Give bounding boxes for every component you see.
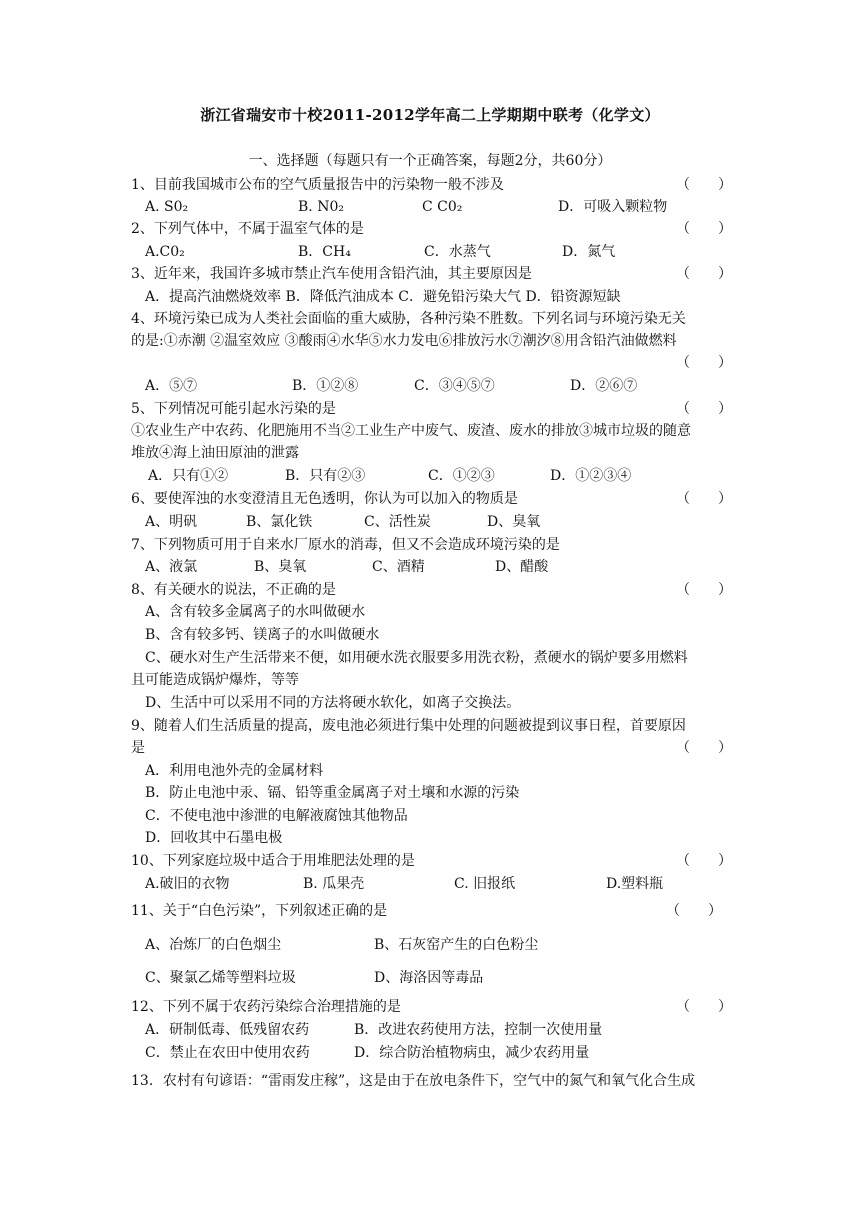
question-4-stem-line1: 4、环境污染已成为人类社会面临的重大威胁，各种污染不胜数。下列名词与环境污染无关 bbox=[131, 311, 686, 327]
q6-option-d: D、臭氧 bbox=[487, 514, 541, 530]
answer-bracket-8: （ ） bbox=[676, 582, 732, 598]
q5-option-d: D．①②③④ bbox=[550, 468, 632, 484]
q2-option-a: A.C0₂ bbox=[145, 244, 185, 260]
q4-option-c: C．③④⑤⑦ bbox=[414, 378, 495, 394]
q6-option-b: B、氯化铁 bbox=[246, 514, 313, 530]
question-4-stem-line2: 的是:①赤潮 ②温室效应 ③酸雨④水华⑤水力发电⑥排放污水⑦潮汐⑧用含铅汽油做燃料 bbox=[131, 333, 677, 349]
q4-option-b: B．①②⑧ bbox=[292, 378, 359, 394]
answer-bracket-11: （ ） bbox=[666, 903, 722, 919]
question-9-stem-line2: 是 bbox=[131, 740, 145, 756]
question-5-stem: 5、下列情况可能引起水污染的是 bbox=[131, 401, 336, 417]
question-5-stem-line2: ①农业生产中农药、化肥施用不当②工业生产中废气、废渣、废水的排放③城市垃圾的随意 bbox=[131, 423, 691, 439]
q12-option-b: B．改进农药使用方法，控制一次使用量 bbox=[354, 1022, 603, 1038]
answer-bracket-3: （ ） bbox=[676, 266, 732, 282]
q10-option-d: D.塑料瓶 bbox=[606, 876, 664, 892]
q4-option-a: A．⑤⑦ bbox=[145, 378, 198, 394]
q6-option-c: C、活性炭 bbox=[364, 514, 431, 530]
q8-option-a: A、含有较多金属离子的水叫做硬水 bbox=[145, 604, 366, 620]
answer-bracket-1: （ ） bbox=[676, 177, 732, 193]
q7-option-d: D、醋酸 bbox=[495, 559, 549, 575]
q1-option-a: A. S0₂ bbox=[145, 199, 189, 215]
section-heading: 一、选择题（每题只有一个正确答案，每题2分，共60分） bbox=[248, 153, 612, 169]
question-2-stem: 2、下列气体中，不属于温室气体的是 bbox=[131, 221, 364, 237]
question-8-stem: 8、有关硬水的说法，不正确的是 bbox=[131, 582, 336, 598]
q2-option-d: D．氮气 bbox=[562, 244, 616, 260]
q10-option-a: A.破旧的衣物 bbox=[145, 876, 230, 892]
q5-option-c: C．①②③ bbox=[428, 468, 495, 484]
q9-option-a: A．利用电池外壳的金属材料 bbox=[145, 763, 324, 779]
q1-option-c: C C0₂ bbox=[422, 199, 463, 215]
question-11-stem: 11、关于“白色污染”，下列叙述正确的是 bbox=[131, 903, 388, 919]
q7-option-a: A、液氯 bbox=[145, 559, 198, 575]
q11-option-b: B、石灰窑产生的白色粉尘 bbox=[374, 937, 539, 953]
question-5-stem-line3: 堆放④海上油田原油的泄露 bbox=[131, 445, 299, 461]
q12-option-a: A．研制低毒、低残留农药 bbox=[145, 1022, 310, 1038]
question-10-stem: 10、下列家庭垃圾中适合于用堆肥法处理的是 bbox=[131, 853, 415, 869]
q3-options: A．提高汽油燃烧效率 B．降低汽油成本 C．避免铅污染大气 D．铅资源短缺 bbox=[145, 289, 621, 305]
q10-option-b: B. 瓜果壳 bbox=[303, 876, 365, 892]
question-12-stem: 12、下列不属于农药污染综合治理措施的是 bbox=[131, 999, 401, 1015]
answer-bracket-10: （ ） bbox=[676, 853, 732, 869]
q8-option-b: B、含有较多钙、镁离子的水叫做硬水 bbox=[145, 627, 380, 643]
q8-option-d: D、生活中可以采用不同的方法将硬水软化，如离子交换法。 bbox=[145, 695, 521, 711]
q1-option-b: B. N0₂ bbox=[298, 199, 344, 215]
q12-option-c: C．禁止在农田中使用农药 bbox=[145, 1045, 310, 1061]
q9-option-b: B．防止电池中汞、镉、铅等重金属离子对土壤和水源的污染 bbox=[145, 785, 520, 801]
q6-option-a: A、明矾 bbox=[145, 514, 198, 530]
question-1-stem: 1、目前我国城市公布的空气质量报告中的污染物一般不涉及 bbox=[131, 177, 504, 193]
q2-option-b: B．CH₄ bbox=[298, 244, 351, 260]
answer-bracket-6: （ ） bbox=[676, 491, 732, 507]
q9-option-d: D．回收其中石墨电极 bbox=[145, 830, 283, 846]
q11-option-d: D、海洛因等毒品 bbox=[374, 970, 484, 986]
q8-option-c: C、硬水对生产生活带来不便，如用硬水洗衣服要多用洗衣粉，煮硬水的锅炉要多用燃料 bbox=[145, 650, 688, 666]
q10-option-c: C. 旧报纸 bbox=[454, 876, 516, 892]
q12-option-d: D．综合防治植物病虫，减少农药用量 bbox=[354, 1045, 590, 1061]
answer-bracket-4: （ ） bbox=[676, 355, 732, 371]
question-3-stem: 3、近年来，我国许多城市禁止汽车使用含铅汽油，其主要原因是 bbox=[131, 266, 532, 282]
q8-option-c-cont: 且可能造成锅炉爆炸，等等 bbox=[131, 672, 299, 688]
q5-option-a: A．只有①② bbox=[148, 468, 229, 484]
question-13-stem: 13．农村有句谚语：“雷雨发庄稼”，这是由于在放电条件下，空气中的氮气和氧气化合生成 bbox=[131, 1073, 696, 1089]
q11-option-a: A、冶炼厂的白色烟尘 bbox=[145, 937, 282, 953]
q4-option-d: D．②⑥⑦ bbox=[570, 378, 638, 394]
answer-bracket-12: （ ） bbox=[676, 999, 732, 1015]
q7-option-b: B、臭氧 bbox=[254, 559, 307, 575]
page-title: 浙江省瑞安市十校2011-2012学年高二上学期期中联考（化学文） bbox=[200, 106, 660, 124]
question-7-stem: 7、下列物质可用于自来水厂原水的消毒，但又不会造成环境污染的是 bbox=[131, 537, 560, 553]
q5-option-b: B．只有②③ bbox=[285, 468, 366, 484]
question-9-stem: 9、随着人们生活质量的提高，废电池必须进行集中处理的问题被提到议事日程，首要原因 bbox=[131, 718, 686, 734]
answer-bracket-9: （ ） bbox=[676, 740, 732, 756]
q9-option-c: C．不使电池中渗泄的电解液腐蚀其他物品 bbox=[145, 808, 408, 824]
q2-option-c: C．水蒸气 bbox=[424, 244, 491, 260]
q7-option-c: C、酒精 bbox=[372, 559, 425, 575]
answer-bracket-5: （ ） bbox=[676, 401, 732, 417]
question-6-stem: 6、要使浑浊的水变澄清且无色透明，你认为可以加入的物质是 bbox=[131, 491, 518, 507]
q1-option-d: D．可吸入颗粒物 bbox=[558, 199, 668, 215]
answer-bracket-2: （ ） bbox=[676, 221, 732, 237]
q11-option-c: C、聚氯乙烯等塑料垃圾 bbox=[145, 970, 296, 986]
